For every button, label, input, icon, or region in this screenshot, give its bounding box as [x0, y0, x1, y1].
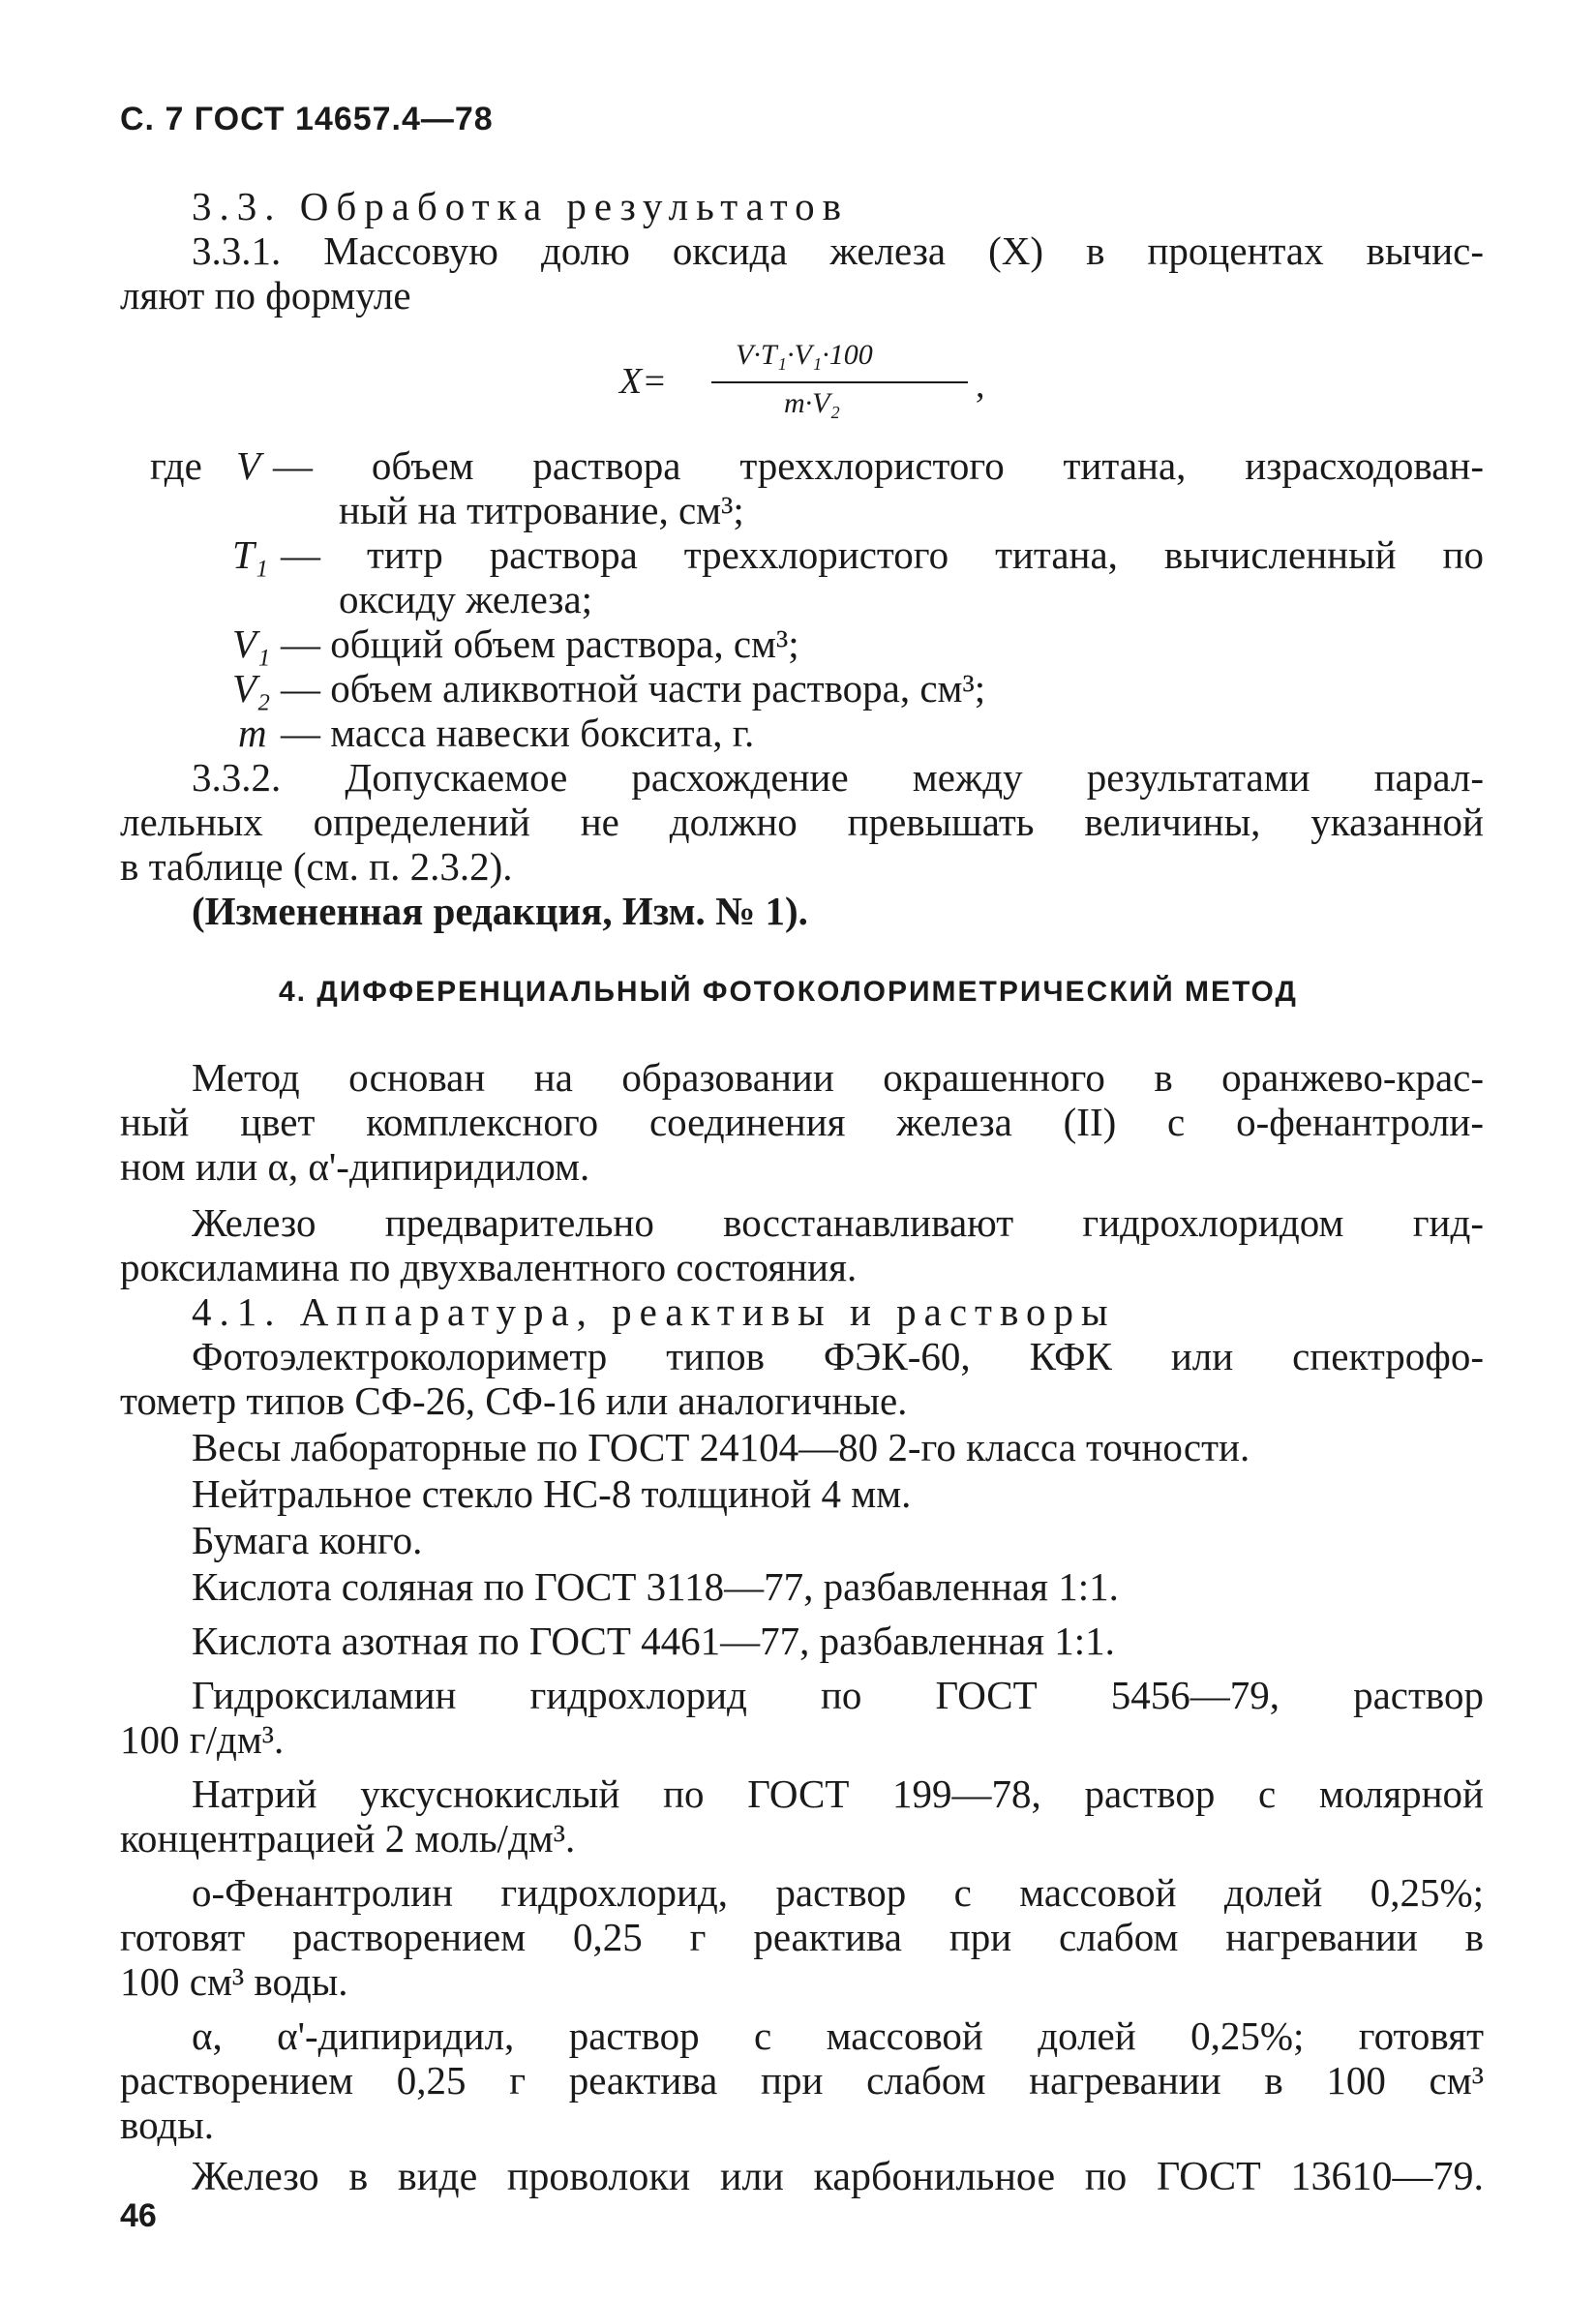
paragraph-line: ном или α, α'-дипиридилом.	[120, 1144, 590, 1189]
formula-numerator: V·T₁·V₁·100	[736, 339, 873, 371]
formula	[619, 339, 1026, 426]
symbol-v: V	[236, 443, 261, 488]
symbol-v2: V₂	[232, 666, 271, 711]
paragraph-line: Метод основан на образовании окрашенного в оранжево-крас-	[192, 1055, 1484, 1100]
paragraph-line: Фотоэлектроколориметр типов ФЭК-60, КФК или спектрофо-	[192, 1334, 1484, 1378]
running-header: С. 7 ГОСТ 14657.4—78	[120, 101, 494, 137]
paragraph-line: тометр типов СФ-26, СФ-16 или аналогичные.	[120, 1378, 908, 1423]
formula-denominator: m·V₂	[784, 387, 840, 419]
definition-line: оксиду железа;	[339, 577, 593, 621]
paragraph-line: Нейтральное стекло НС-8 толщиной 4 мм.	[192, 1471, 912, 1516]
paragraph-line: в таблице (см. п. 2.3.2).	[120, 844, 513, 889]
subsection-title: 4.1. Аппаратура, реактивы и растворы	[192, 1289, 1116, 1334]
subsection-title: 3.3. Обработка результатов	[192, 184, 850, 228]
paragraph-line: Кислота азотная по ГОСТ 4461—77, разбавленная 1:1.	[192, 1619, 1115, 1663]
symbol-t1: T₁	[232, 532, 269, 577]
formula-lhs: X=	[619, 361, 667, 402]
paragraph-line: Бумага конго.	[192, 1518, 423, 1562]
paragraph-line: α, α'-дипиридил, раствор с массовой долей 0,25%; готовят	[192, 2013, 1484, 2058]
definition-line: — общий объем раствора, см³;	[281, 621, 799, 666]
paragraph-line: Кислота соляная по ГОСТ 3118—77, разбавленная 1:1.	[192, 1564, 1119, 1609]
definition-line: — объем аликвотной части раствора, см³;	[281, 666, 986, 711]
paragraph-line: Железо в виде проволоки или карбонильное по ГОСТ 13610—79.	[192, 2155, 1484, 2199]
paragraph-line: 3.3.2. Допускаемое расхождение между результатами парал-	[192, 755, 1484, 800]
symbol-v1: V₁	[232, 621, 271, 666]
paragraph-line: лельных определений не должно превышать величины, указанной	[120, 800, 1484, 844]
formula-comma: ,	[976, 365, 985, 406]
paragraph-line: концентрацией 2 моль/дм³.	[120, 1816, 576, 1861]
paragraph-line: растворением 0,25 г реактива при слабом нагревании в 100 см³	[120, 2058, 1484, 2103]
amendment-note: (Измененная редакция, Изм. № 1).	[192, 889, 808, 933]
paragraph-line: ный цвет комплексного соединения железа (II) с о-фенантроли-	[120, 1100, 1484, 1144]
paragraph-line: Натрий уксуснокислый по ГОСТ 199—78, раствор с молярной	[192, 1771, 1484, 1816]
definition-line: — объем раствора треххлористого титана, израсходован-	[273, 443, 1484, 488]
paragraph-line: ляют по формуле	[120, 273, 411, 318]
paragraph-line: 100 см³ воды.	[120, 1959, 348, 2004]
definition-line: ный на титрование, см³;	[339, 488, 744, 532]
paragraph-line: 100 г/дм³.	[120, 1717, 285, 1762]
symbol-m: m	[238, 711, 267, 755]
fraction-bar	[711, 381, 968, 383]
page-number: 46	[120, 2197, 157, 2234]
definition-line: — титр раствора треххлористого титана, вычисленный по	[281, 532, 1484, 577]
paragraph-line: о-Фенантролин гидрохлорид, раствор с массовой долей 0,25%;	[192, 1870, 1484, 1915]
paragraph-line: Железо предварительно восстанавливают гидрохлоридом гид-	[192, 1200, 1484, 1245]
paragraph-line: 3.3.1. Массовую долю оксида железа (X) в процентах вычис-	[192, 228, 1484, 273]
paragraph-line: Весы лабораторные по ГОСТ 24104—80 2-го класса точности.	[192, 1425, 1250, 1469]
definition-line: — масса навески боксита, г.	[281, 711, 755, 755]
paragraph-line: Гидроксиламин гидрохлорид по ГОСТ 5456—79, раствор	[192, 1673, 1484, 1717]
paragraph-line: роксиламина по двухвалентного состояния.	[120, 1245, 858, 1289]
where-label: где	[150, 443, 202, 488]
section-heading: 4. ДИФФЕРЕНЦИАЛЬНЫЙ ФОТОКОЛОРИМЕТРИЧЕСКИЙ МЕТОД	[279, 976, 1298, 1008]
paragraph-line: готовят растворением 0,25 г реактива при слабом нагревании в	[120, 1915, 1484, 1959]
paragraph-line: воды.	[120, 2103, 215, 2147]
